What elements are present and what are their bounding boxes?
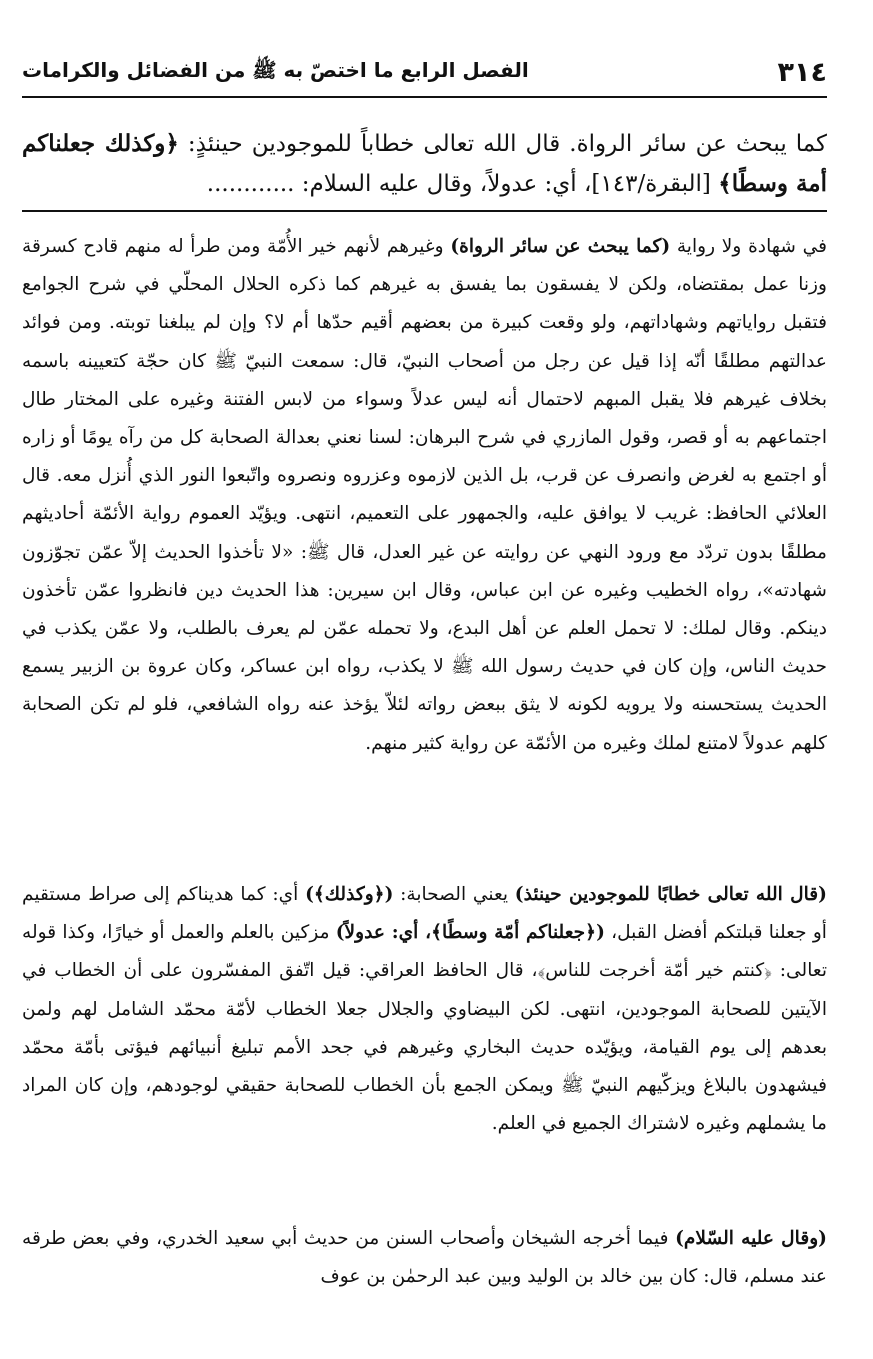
commentary-text: فيما أخرجه الشيخان وأصحاب السنن من حديث أبي سعيد الخدري، وفي بعض طرقه عند مسلم، قال: كان بين خالد بن الوليد وبين عبد الرحمٰن بن عوف bbox=[22, 1228, 827, 1288]
commentary-lemma: (﴿جعلناكم أمّة وسطًا﴾، أي: عدولاً) bbox=[335, 922, 605, 944]
commentary-paragraph-2 bbox=[22, 876, 827, 1143]
page-header bbox=[22, 52, 827, 92]
commentary-text: في شهادة ولا رواية bbox=[670, 236, 827, 257]
running-title: الفصل الرابع ما اختصّ به ﷺ من الفضائل والكرامات bbox=[22, 57, 529, 82]
commentary-paragraph-3 bbox=[22, 1220, 827, 1296]
matn-part-1: كما يبحث عن سائر الرواة. قال الله تعالى خطاباً للموجودين حينئذٍ: bbox=[178, 131, 828, 157]
commentary-lemma: (﴿وكذلك﴾) bbox=[305, 884, 394, 905]
commentary-text: يعني الصحابة: bbox=[393, 884, 515, 905]
matn-text bbox=[22, 124, 827, 204]
commentary-lemma: (كما يبحث عن سائر الرواة) bbox=[450, 236, 671, 257]
commentary-lemma: (قال الله تعالى خطابًا للموجودين حينئذ) bbox=[514, 884, 827, 905]
commentary-text: أي: كما هديناكم إلى صراط مستقيم أو جعلنا قبلتكم أفضل القبل، bbox=[22, 884, 827, 944]
commentary-paragraph-1 bbox=[22, 228, 827, 763]
commentary-lemma: (وقال عليه السّلام) bbox=[675, 1228, 827, 1249]
header-divider bbox=[22, 96, 827, 98]
matn-part-2: [البقرة/١٤٣]، أي: عدولاً، وقال عليه السلام: ............ bbox=[206, 171, 719, 197]
matn-quran-verse: ﴿وكذلك جعلناكم أمة وسطًا﴾ bbox=[22, 130, 827, 197]
commentary-text: وغيرهم لأنهم خير الأُمّة ومن طرأ له منهم قادح كسرقة وزنا عمل بمقتضاه، ولكن لا يفسقون بما يفسق به غيرهم كما ذكره الحلال المحلّي في شرح الجوامع فتقبل رواياتهم وشهاداتهم، ولو وقعت كبيرة من بعضهم أقيم حدّها أم لا؟ وإن لم يبلغنا توبته. ومن فوائد عدالتهم مطلقًا أنّه إذا قيل عن رجل من أصحاب النبيّ، قال: سمعت النبيّ ﷺ كان حجّة كتعيينه باسمه بخلاف غيرهم فلا يقبل المبهم لاحتمال أنه ليس عدلاً وسواء من لابس الفتنة وغيره على المختار طال اجتماعهم به أو قصر، وقول المازري في شرح البرهان: لسنا نعني بعدالة الصحابة كل من رآه يومًا أو زاره أو اجتمع به لغرض وانصرف عن قرب، بل الذين لازموه وعزروه ونصروه واتّبعوا النور الذي أُنزل معه. قال العلائي الحافظ: غريب لا يوافق عليه، والجمهور على التعميم، انتهى. ويؤيّد العموم رواية الأئمّة أحاديثهم مطلقًا بدون تردّد مع ورود النهي عن روايته عن غير العدل، قال ﷺ: «لا تأخذوا الحديث إلاّ عمّن تجوّزون شهادته»، رواه الخطيب وغيره عن ابن عباس، وقال ابن سيرين: هذا الحديث دين فانظروا عمّن تأخذون دينكم. وقال لملك: لا تحمل العلم عن أهل البدع، ولا تحمله عمّن لم يعرف بالطلب، ولا عمّن يكذب في حديث الناس، وإن كان في حديث رسول الله ﷺ لا يكذب، رواه ابن عساكر، وكان عروة بن الزبير يسمع الحديث يستحسنه ولا يرويه لكونه لا يثق ببعض رواته لئلاّ يؤخذ عنه رواه الشافعي، فلو لم تكن الصحابة كلهم عدولاً لامتنع لملك وغيره من الأئمّة عن رواية كثير منهم. bbox=[22, 236, 828, 754]
commentary-text: مزكين بالعلم والعمل أو خيارًا، وكذا قوله تعالى: ﴿كنتم خير أمّة أخرجت للناس﴾، قال الحافظ العراقي: قيل اتّفق المفسّرون على أن الخطاب في الآيتين للصحابة الموجودين، انتهى. لكن البيضاوي والجلال جعلا الخطاب لأمّة محمّد الشامل لهم ولمن بعدهم إلى يوم القيامة، ويؤيّده حديث البخاري وغيرهم في جحد الأمم تبليغ أنبيائهم فيؤتى بأمّة محمّد فيشهدون بالبلاغ ويزكّيهم النبيّ ﷺ ويمكن الجمع بأن الخطاب للصحابة حقيقي لوجودهم، وإن كان المراد ما يشملهم وغيره لاشتراك الجميع في العلم. bbox=[22, 922, 827, 1135]
page-number: ٣١٤ bbox=[777, 56, 827, 88]
matn-divider bbox=[22, 210, 827, 212]
